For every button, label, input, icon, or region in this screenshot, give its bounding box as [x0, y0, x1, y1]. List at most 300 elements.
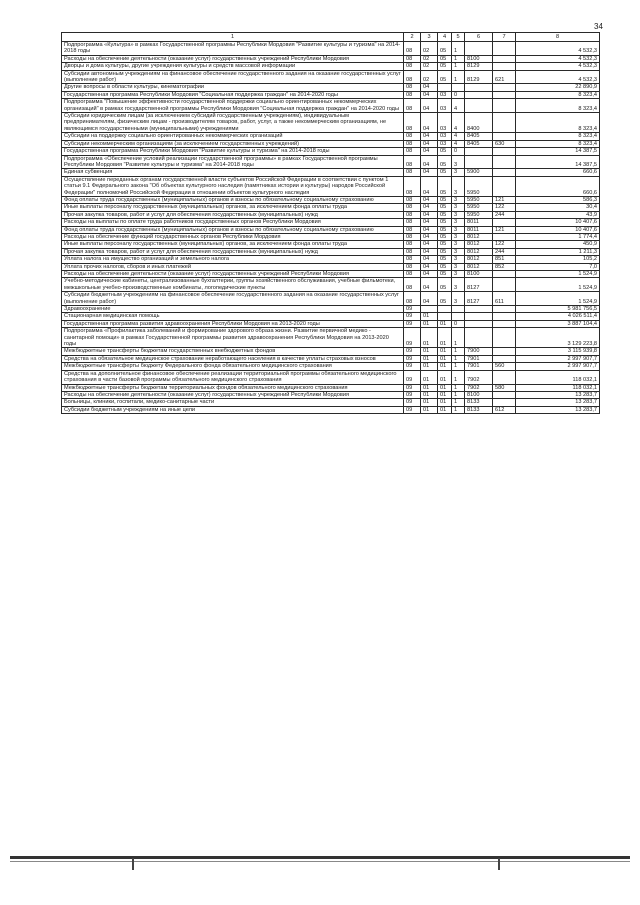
row-code-cell: 01: [421, 313, 438, 320]
row-code-cell: 1: [452, 363, 465, 370]
row-code-cell: 8133: [465, 406, 493, 413]
row-name-cell: Подпрограмма «Культура» в рамках Государственной программы Республики Мордовия "Развитие культуры и туризма" на 2014-2018 годы: [62, 42, 404, 56]
row-name-cell: Учебно-методические кабинеты, централизованные бухгалтерии, группы хозяйственного обслуживания, учебные фильмотеки, межшкольные учебно-производственные комбинаты, логопедические пункты: [62, 278, 404, 292]
table-row: [62, 113, 600, 133]
table-row: [62, 42, 600, 56]
row-code-cell: [493, 370, 516, 384]
table-row: [62, 70, 600, 84]
row-code-cell: 8129: [465, 70, 493, 84]
row-code-cell: 1: [452, 63, 465, 70]
row-sum-cell: 1 524,9: [516, 292, 600, 306]
table-row: [62, 226, 600, 233]
row-code-cell: 04: [421, 133, 438, 140]
row-sum-cell: 8 323,4: [516, 133, 600, 140]
row-code-cell: 05: [438, 256, 452, 263]
row-code-cell: 4: [452, 133, 465, 140]
row-code-cell: [465, 328, 493, 348]
header-cell: 2: [404, 33, 421, 42]
row-code-cell: 08: [404, 196, 421, 203]
row-code-cell: [493, 169, 516, 176]
row-code-cell: 7901: [465, 355, 493, 362]
table-row: [62, 99, 600, 113]
row-code-cell: 08: [404, 99, 421, 113]
row-code-cell: 8100: [465, 271, 493, 278]
row-code-cell: [438, 313, 452, 320]
row-name-cell: Прочая закупка товаров, работ и услуг для обеспечения государственных (муниципальных) нужд: [62, 211, 404, 218]
table-row: [62, 348, 600, 355]
budget-table: [61, 32, 600, 414]
row-code-cell: 3: [452, 248, 465, 255]
row-code-cell: [465, 84, 493, 91]
row-code-cell: [438, 84, 452, 91]
table-row: [62, 292, 600, 306]
row-code-cell: 1: [452, 406, 465, 413]
row-code-cell: 09: [404, 313, 421, 320]
row-sum-cell: 586,3: [516, 196, 600, 203]
row-sum-cell: 43,9: [516, 211, 600, 218]
row-code-cell: 01: [421, 328, 438, 348]
row-sum-cell: 3 887 104,4: [516, 320, 600, 327]
row-code-cell: 01: [421, 355, 438, 362]
row-code-cell: 8011: [465, 219, 493, 226]
row-code-cell: 1: [452, 70, 465, 84]
row-sum-cell: 14 387,5: [516, 155, 600, 169]
row-code-cell: 08: [404, 176, 421, 196]
row-code-cell: 08: [404, 155, 421, 169]
row-name-cell: Уплата налога на имущество организаций и земельного налога: [62, 256, 404, 263]
table-header-row: [62, 33, 600, 42]
row-code-cell: 05: [438, 42, 452, 56]
table-row: [62, 241, 600, 248]
row-code-cell: 04: [421, 248, 438, 255]
row-code-cell: 3: [452, 176, 465, 196]
row-code-cell: [493, 320, 516, 327]
table-row: [62, 355, 600, 362]
row-code-cell: [493, 133, 516, 140]
table-row: [62, 271, 600, 278]
table-row: [62, 306, 600, 313]
row-code-cell: 01: [438, 391, 452, 398]
row-sum-cell: 13 283,7: [516, 399, 600, 406]
row-code-cell: 121: [493, 226, 516, 233]
row-code-cell: 08: [404, 133, 421, 140]
table-row: [62, 91, 600, 98]
row-name-cell: Расходы на обеспечение деятельности (оказание услуг) государственных учреждений Республики Мордовия: [62, 271, 404, 278]
row-code-cell: 01: [421, 370, 438, 384]
row-code-cell: 3: [452, 196, 465, 203]
row-sum-cell: 4 026 511,4: [516, 313, 600, 320]
row-code-cell: 7902: [465, 370, 493, 384]
row-name-cell: Межбюджетные трансферты бюджету Федерального фонда обязательного медицинского страхования: [62, 363, 404, 370]
row-code-cell: 01: [421, 406, 438, 413]
table-row: [62, 384, 600, 391]
row-code-cell: [465, 306, 493, 313]
row-sum-cell: 3 129 223,8: [516, 328, 600, 348]
table-row: [62, 204, 600, 211]
row-name-cell: Другие вопросы в области культуры, кинематографии: [62, 84, 404, 91]
row-sum-cell: 10 407,6: [516, 219, 600, 226]
row-code-cell: [493, 233, 516, 240]
row-code-cell: 3: [452, 226, 465, 233]
row-code-cell: 01: [438, 406, 452, 413]
row-name-cell: Осуществление переданных органам государственной власти субъектов Российской Федерации в соответствии с пунктом 1 статьи 9.1 Федерального закона "Об объектах культурного наследия (памятниках истории и культуры) народов Российской Федерации" полномочий Российской Федерации в отношении объектов культурного наследия: [62, 176, 404, 196]
row-code-cell: 04: [421, 263, 438, 270]
row-name-cell: Расходы на выплаты по оплате труда работников государственных органов Республики Мордовия: [62, 219, 404, 226]
row-sum-cell: 8 323,4: [516, 113, 600, 133]
table-row: [62, 211, 600, 218]
row-sum-cell: 2 997 907,7: [516, 355, 600, 362]
row-code-cell: 121: [493, 196, 516, 203]
row-name-cell: Уплата прочих налогов, сборов и иных платежей: [62, 263, 404, 270]
row-name-cell: Подпрограмма "Повышение эффективности государственной поддержки социально ориентированных некоммерческих организаций" в рамках государственной программы Республики Мордовия "Социальная поддержка граждан" на 2014-2020 годы: [62, 99, 404, 113]
row-code-cell: 08: [404, 63, 421, 70]
row-code-cell: 02: [421, 70, 438, 84]
row-name-cell: Расходы на обеспечение функций государственных органов Республики Мордовия: [62, 233, 404, 240]
scan-mark: [132, 858, 134, 870]
row-code-cell: 8012: [465, 263, 493, 270]
row-code-cell: 4: [452, 140, 465, 147]
table-row: [62, 370, 600, 384]
row-code-cell: 5950: [465, 211, 493, 218]
row-code-cell: 0: [452, 91, 465, 98]
row-name-cell: Фонд оплаты труда государственных (муниципальных) органов и взносы по обязательному социальному страхованию: [62, 226, 404, 233]
row-code-cell: 8129: [465, 63, 493, 70]
row-code-cell: 04: [421, 292, 438, 306]
row-code-cell: 09: [404, 363, 421, 370]
row-code-cell: [452, 84, 465, 91]
row-code-cell: 04: [421, 91, 438, 98]
row-code-cell: [493, 313, 516, 320]
row-code-cell: 08: [404, 248, 421, 255]
row-code-cell: 04: [421, 256, 438, 263]
row-name-cell: Средства на обязательное медицинское страхование неработающего населения в качестве уплаты страховых взносов: [62, 355, 404, 362]
row-code-cell: 09: [404, 320, 421, 327]
row-code-cell: 8127: [465, 278, 493, 292]
row-code-cell: 03: [438, 113, 452, 133]
row-code-cell: 03: [438, 140, 452, 147]
row-code-cell: 08: [404, 278, 421, 292]
row-code-cell: 04: [421, 113, 438, 133]
row-code-cell: 05: [438, 196, 452, 203]
row-code-cell: [438, 306, 452, 313]
row-code-cell: 08: [404, 256, 421, 263]
row-name-cell: Больницы, клиники, госпитали, медико-санитарные части: [62, 399, 404, 406]
row-code-cell: 580: [493, 384, 516, 391]
row-code-cell: 5950: [465, 196, 493, 203]
table-row: [62, 328, 600, 348]
row-code-cell: 05: [438, 248, 452, 255]
row-sum-cell: 10 407,6: [516, 226, 600, 233]
row-code-cell: 3: [452, 211, 465, 218]
row-code-cell: 08: [404, 233, 421, 240]
row-code-cell: [493, 219, 516, 226]
row-code-cell: 04: [421, 278, 438, 292]
row-name-cell: Здравоохранение: [62, 306, 404, 313]
row-code-cell: 08: [404, 226, 421, 233]
row-code-cell: 09: [404, 391, 421, 398]
table-row: [62, 84, 600, 91]
row-code-cell: 8133: [465, 399, 493, 406]
row-code-cell: 852: [493, 263, 516, 270]
row-sum-cell: 22 890,9: [516, 84, 600, 91]
row-code-cell: 244: [493, 211, 516, 218]
row-code-cell: 09: [404, 348, 421, 355]
row-code-cell: 611: [493, 292, 516, 306]
row-code-cell: 05: [438, 219, 452, 226]
row-code-cell: 8012: [465, 241, 493, 248]
row-code-cell: [493, 113, 516, 133]
row-code-cell: 05: [438, 263, 452, 270]
row-code-cell: [465, 91, 493, 98]
row-code-cell: 7900: [465, 348, 493, 355]
row-sum-cell: 105,2: [516, 256, 600, 263]
header-cell: 6: [465, 33, 493, 42]
row-code-cell: 01: [421, 348, 438, 355]
row-code-cell: 5900: [465, 169, 493, 176]
table-row: [62, 363, 600, 370]
table-row: [62, 155, 600, 169]
row-name-cell: Подпрограмма «Профилактика заболеваний и формирование здорового образа жизни. Развитие первичной медико - санитарной помощи» в рамках Государственной программы развития здравоохранения Республики Мордовия на 2013-2020 годы: [62, 328, 404, 348]
row-code-cell: 04: [421, 84, 438, 91]
row-code-cell: 05: [438, 70, 452, 84]
header-cell: 1: [62, 33, 404, 42]
row-name-cell: Субсидии бюджетным учреждениям на иные цели: [62, 406, 404, 413]
row-sum-cell: 3 115 939,8: [516, 348, 600, 355]
row-name-cell: Межбюджетные трансферты бюджетам территориальных фондов обязательного медицинского страхования: [62, 384, 404, 391]
row-code-cell: 1: [452, 399, 465, 406]
header-cell: 5: [452, 33, 465, 42]
row-sum-cell: 30,4: [516, 204, 600, 211]
row-name-cell: Стационарная медицинская помощь: [62, 313, 404, 320]
row-sum-cell: 1 774,4: [516, 233, 600, 240]
row-code-cell: 7902: [465, 384, 493, 391]
table-row: [62, 55, 600, 62]
row-code-cell: [421, 306, 438, 313]
table-row: [62, 140, 600, 147]
row-code-cell: 04: [421, 233, 438, 240]
row-code-cell: 05: [438, 278, 452, 292]
table-row: [62, 63, 600, 70]
row-code-cell: 0: [452, 148, 465, 155]
row-code-cell: 04: [421, 155, 438, 169]
row-code-cell: 08: [404, 241, 421, 248]
row-code-cell: [493, 42, 516, 56]
row-sum-cell: 118 032,1: [516, 370, 600, 384]
row-code-cell: 612: [493, 406, 516, 413]
row-code-cell: 244: [493, 248, 516, 255]
row-code-cell: 01: [438, 320, 452, 327]
row-code-cell: [493, 148, 516, 155]
row-code-cell: 09: [404, 399, 421, 406]
row-code-cell: 09: [404, 384, 421, 391]
row-sum-cell: 13 283,7: [516, 406, 600, 413]
row-name-cell: Государственная программа Республики Мордовия "Развитие культуры и туризма" на 2014-2018 годы: [62, 148, 404, 155]
row-code-cell: 1: [452, 55, 465, 62]
row-code-cell: [452, 306, 465, 313]
row-code-cell: 04: [421, 219, 438, 226]
table-row: [62, 391, 600, 398]
row-code-cell: 4: [452, 99, 465, 113]
table-row: [62, 313, 600, 320]
scan-mark: [498, 858, 500, 870]
row-code-cell: [493, 155, 516, 169]
row-name-cell: Подпрограмма «Обеспечение условий реализации государственной программы» в рамках Государственной программы Республики Мордовия "Развитие культуры и туризма" на 2014-2018 годы: [62, 155, 404, 169]
row-name-cell: Субсидии на поддержку социально ориентированных некоммерческих организаций: [62, 133, 404, 140]
table-row: [62, 256, 600, 263]
row-code-cell: 630: [493, 140, 516, 147]
row-sum-cell: 1 524,9: [516, 271, 600, 278]
table-row: [62, 406, 600, 413]
row-code-cell: 1: [452, 355, 465, 362]
row-code-cell: 3: [452, 155, 465, 169]
row-code-cell: 3: [452, 169, 465, 176]
row-code-cell: 8100: [465, 55, 493, 62]
row-code-cell: 3: [452, 278, 465, 292]
row-code-cell: 09: [404, 406, 421, 413]
row-code-cell: 1: [452, 370, 465, 384]
row-code-cell: 8012: [465, 248, 493, 255]
row-code-cell: 05: [438, 271, 452, 278]
row-code-cell: 1: [452, 391, 465, 398]
row-name-cell: Межбюджетные трансферты бюджетам государственных внебюджетных фондов: [62, 348, 404, 355]
row-code-cell: [493, 55, 516, 62]
row-code-cell: [493, 278, 516, 292]
row-code-cell: 08: [404, 263, 421, 270]
row-code-cell: 02: [421, 63, 438, 70]
row-code-cell: [493, 84, 516, 91]
row-code-cell: [465, 320, 493, 327]
row-code-cell: 08: [404, 211, 421, 218]
row-name-cell: Иные выплаты персоналу государственных (муниципальных) органов, за исключением фонда оплаты труда: [62, 204, 404, 211]
row-code-cell: 05: [438, 148, 452, 155]
row-sum-cell: 118 032,1: [516, 384, 600, 391]
row-code-cell: 04: [421, 99, 438, 113]
row-code-cell: 01: [438, 348, 452, 355]
row-code-cell: 08: [404, 113, 421, 133]
row-code-cell: 05: [438, 226, 452, 233]
table-row: [62, 263, 600, 270]
row-code-cell: 3: [452, 241, 465, 248]
row-code-cell: 122: [493, 241, 516, 248]
row-name-cell: Дворцы и дома культуры, другие учреждения культуры и средств массовой информации: [62, 63, 404, 70]
page-bottom-rule: [10, 856, 630, 859]
table-row: [62, 248, 600, 255]
row-code-cell: 3: [452, 233, 465, 240]
row-name-cell: Расходы на обеспечение деятельности (оказание услуг) государственных учреждений Республики Мордовия: [62, 55, 404, 62]
row-code-cell: 7901: [465, 363, 493, 370]
header-cell: 4: [438, 33, 452, 42]
row-code-cell: 09: [404, 328, 421, 348]
row-code-cell: 05: [438, 176, 452, 196]
table-row: [62, 233, 600, 240]
row-sum-cell: 8 323,4: [516, 99, 600, 113]
row-code-cell: [465, 42, 493, 56]
row-code-cell: 1: [452, 384, 465, 391]
row-code-cell: 1: [452, 348, 465, 355]
row-code-cell: [452, 313, 465, 320]
row-sum-cell: 1 524,9: [516, 278, 600, 292]
row-code-cell: 8012: [465, 233, 493, 240]
page-number: 34: [594, 22, 603, 31]
row-code-cell: 01: [421, 384, 438, 391]
row-sum-cell: 8 323,4: [516, 140, 600, 147]
row-code-cell: 8405: [465, 133, 493, 140]
row-code-cell: 05: [438, 241, 452, 248]
row-code-cell: 621: [493, 70, 516, 84]
row-code-cell: 04: [421, 176, 438, 196]
row-code-cell: 8012: [465, 256, 493, 263]
row-code-cell: 01: [421, 320, 438, 327]
row-code-cell: 3: [452, 219, 465, 226]
row-sum-cell: 8 323,4: [516, 91, 600, 98]
row-sum-cell: 4 532,3: [516, 55, 600, 62]
row-code-cell: [493, 348, 516, 355]
header-cell: 7: [493, 33, 516, 42]
row-name-cell: Прочая закупка товаров, работ и услуг для обеспечения государственных (муниципальных) нужд: [62, 248, 404, 255]
row-code-cell: 01: [438, 399, 452, 406]
row-code-cell: 851: [493, 256, 516, 263]
table-body: [62, 42, 600, 414]
row-code-cell: 08: [404, 271, 421, 278]
row-code-cell: 03: [438, 91, 452, 98]
row-code-cell: 02: [421, 55, 438, 62]
table-row: [62, 133, 600, 140]
row-code-cell: 05: [438, 211, 452, 218]
row-code-cell: 3: [452, 204, 465, 211]
row-name-cell: Расходы на обеспечение деятельности (оказание услуг) государственных учреждений Республики Мордовия: [62, 391, 404, 398]
table-row: [62, 148, 600, 155]
row-code-cell: 8011: [465, 226, 493, 233]
row-code-cell: 8405: [465, 140, 493, 147]
row-sum-cell: 2 997 907,7: [516, 363, 600, 370]
row-code-cell: 8100: [465, 391, 493, 398]
row-code-cell: 04: [421, 226, 438, 233]
row-code-cell: 08: [404, 55, 421, 62]
row-code-cell: [493, 391, 516, 398]
row-name-cell: Субсидии бюджетным учреждениям на финансовое обеспечение государственного задания на оказание государственных услуг (выполнение работ): [62, 292, 404, 306]
table-row: [62, 320, 600, 327]
row-code-cell: 08: [404, 84, 421, 91]
row-code-cell: 02: [421, 42, 438, 56]
row-sum-cell: 13 283,7: [516, 391, 600, 398]
row-code-cell: 04: [421, 204, 438, 211]
row-code-cell: 01: [438, 370, 452, 384]
table-row: [62, 399, 600, 406]
row-code-cell: 01: [438, 384, 452, 391]
row-code-cell: 0: [452, 320, 465, 327]
row-name-cell: Государственная программа Республики Мордовия "Социальная поддержка граждан" на 2014-2020 годы: [62, 91, 404, 98]
row-code-cell: 08: [404, 292, 421, 306]
row-code-cell: [493, 399, 516, 406]
row-code-cell: 3: [452, 263, 465, 270]
row-code-cell: 04: [421, 148, 438, 155]
row-name-cell: Средства на дополнительное финансовое обеспечение реализации территориальной программы обязательного медицинского страхования в части базовой программы обязательного медицинского страхования: [62, 370, 404, 384]
page-bottom-rule-thin: [10, 861, 630, 862]
row-code-cell: 05: [438, 233, 452, 240]
row-code-cell: 08: [404, 204, 421, 211]
row-sum-cell: 5 981 756,5: [516, 306, 600, 313]
row-code-cell: [493, 328, 516, 348]
row-code-cell: 01: [421, 399, 438, 406]
row-sum-cell: 14 387,5: [516, 148, 600, 155]
row-code-cell: [493, 176, 516, 196]
row-sum-cell: 7,0: [516, 263, 600, 270]
row-sum-cell: 4 532,3: [516, 42, 600, 56]
row-code-cell: 560: [493, 363, 516, 370]
row-code-cell: 05: [438, 155, 452, 169]
row-code-cell: [465, 313, 493, 320]
row-code-cell: 08: [404, 70, 421, 84]
